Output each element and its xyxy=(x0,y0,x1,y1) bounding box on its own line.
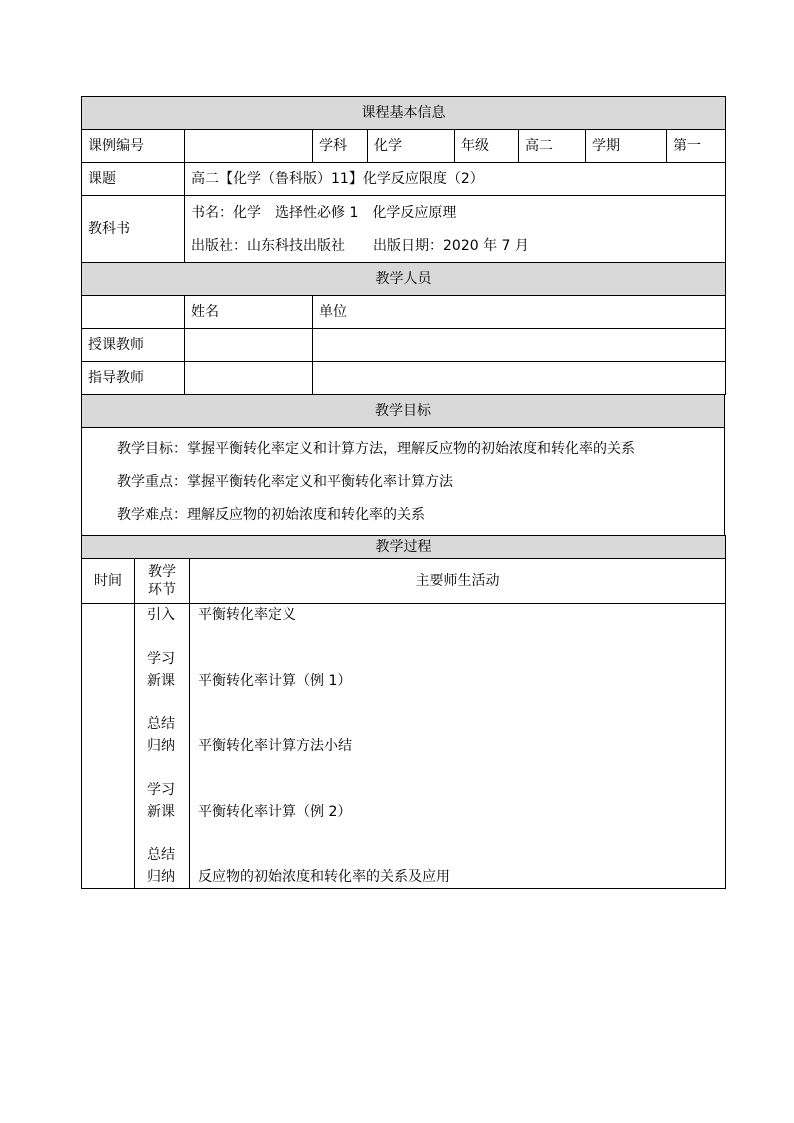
subject-label: 学科 xyxy=(313,130,368,163)
staff-header: 教学人员 xyxy=(82,263,726,296)
step-3-line1: 总结 xyxy=(147,716,175,732)
goal-objective: 教学目标：掌握平衡转化率定义和计算方法，理解反应物的初始浓度和转化率的关系 xyxy=(117,440,635,457)
textbook-info xyxy=(185,196,726,263)
activity-2: 平衡转化率计算（例 1） xyxy=(198,672,352,689)
step-4-line2: 新课 xyxy=(147,803,175,820)
activity-col: 主要师生活动 xyxy=(190,559,726,604)
step-2-line2: 新课 xyxy=(147,672,175,689)
mentor-label: 指导教师 xyxy=(82,362,185,395)
topic-value: 高二【化学（鲁科版）11】化学反应限度（2） xyxy=(185,163,726,196)
step-4-line1: 学习 xyxy=(147,781,175,798)
teacher-label: 授课教师 xyxy=(82,329,185,362)
step-1-line1: 引入 xyxy=(147,607,175,623)
time-col: 时间 xyxy=(82,559,135,604)
staff-unit-col: 单位 xyxy=(313,296,726,329)
activity-4: 平衡转化率计算（例 2） xyxy=(198,803,352,820)
textbook-label: 教科书 xyxy=(82,196,185,263)
step-col-line1: 教学 xyxy=(148,564,176,580)
activity-3: 平衡转化率计算方法小结 xyxy=(198,738,352,754)
activities-cell xyxy=(190,604,726,889)
goals-header: 教学目标 xyxy=(82,395,725,428)
step-col xyxy=(135,559,190,604)
topic-label: 课题 xyxy=(82,163,185,196)
staff-name-col: 姓名 xyxy=(185,296,313,329)
goal-difficulty: 教学难点：理解反应物的初始浓度和转化率的关系 xyxy=(117,506,425,523)
process-header: 教学过程 xyxy=(82,536,726,559)
course-id-label: 课例编号 xyxy=(82,130,185,163)
lesson-plan xyxy=(81,96,725,889)
mentor-unit xyxy=(313,362,726,395)
goals-table xyxy=(81,394,725,536)
goals-body xyxy=(82,428,725,536)
step-5-line2: 归纳 xyxy=(147,869,175,885)
basic-info-header: 课程基本信息 xyxy=(82,97,726,130)
mentor-name xyxy=(185,362,313,395)
course-id-value xyxy=(185,130,313,163)
teacher-unit xyxy=(313,329,726,362)
process-table xyxy=(81,535,726,889)
step-2-line1: 学习 xyxy=(147,650,175,667)
staff-corner xyxy=(82,296,185,329)
step-3-line2: 归纳 xyxy=(147,738,175,754)
term-value: 第一 xyxy=(667,130,726,163)
textbook-publisher: 出版社：山东科技出版社 出版日期：2020 年 7 月 xyxy=(191,237,529,254)
textbook-title: 书名：化学 选择性必修 1 化学反应原理 xyxy=(191,204,457,221)
subject-value: 化学 xyxy=(368,130,455,163)
activity-1: 平衡转化率定义 xyxy=(198,607,296,623)
grade-value: 高二 xyxy=(519,130,586,163)
teacher-name xyxy=(185,329,313,362)
steps-cell xyxy=(135,604,190,889)
activity-5: 反应物的初始浓度和转化率的关系及应用 xyxy=(198,869,450,885)
term-label: 学期 xyxy=(586,130,667,163)
staff-table xyxy=(81,262,726,395)
goal-key-point: 教学重点：掌握平衡转化率定义和平衡转化率计算方法 xyxy=(117,473,453,490)
step-5-line1: 总结 xyxy=(147,847,175,863)
basic-info-table xyxy=(81,96,726,263)
time-cell xyxy=(82,604,135,889)
step-col-line2: 环节 xyxy=(148,582,176,598)
grade-label: 年级 xyxy=(455,130,519,163)
